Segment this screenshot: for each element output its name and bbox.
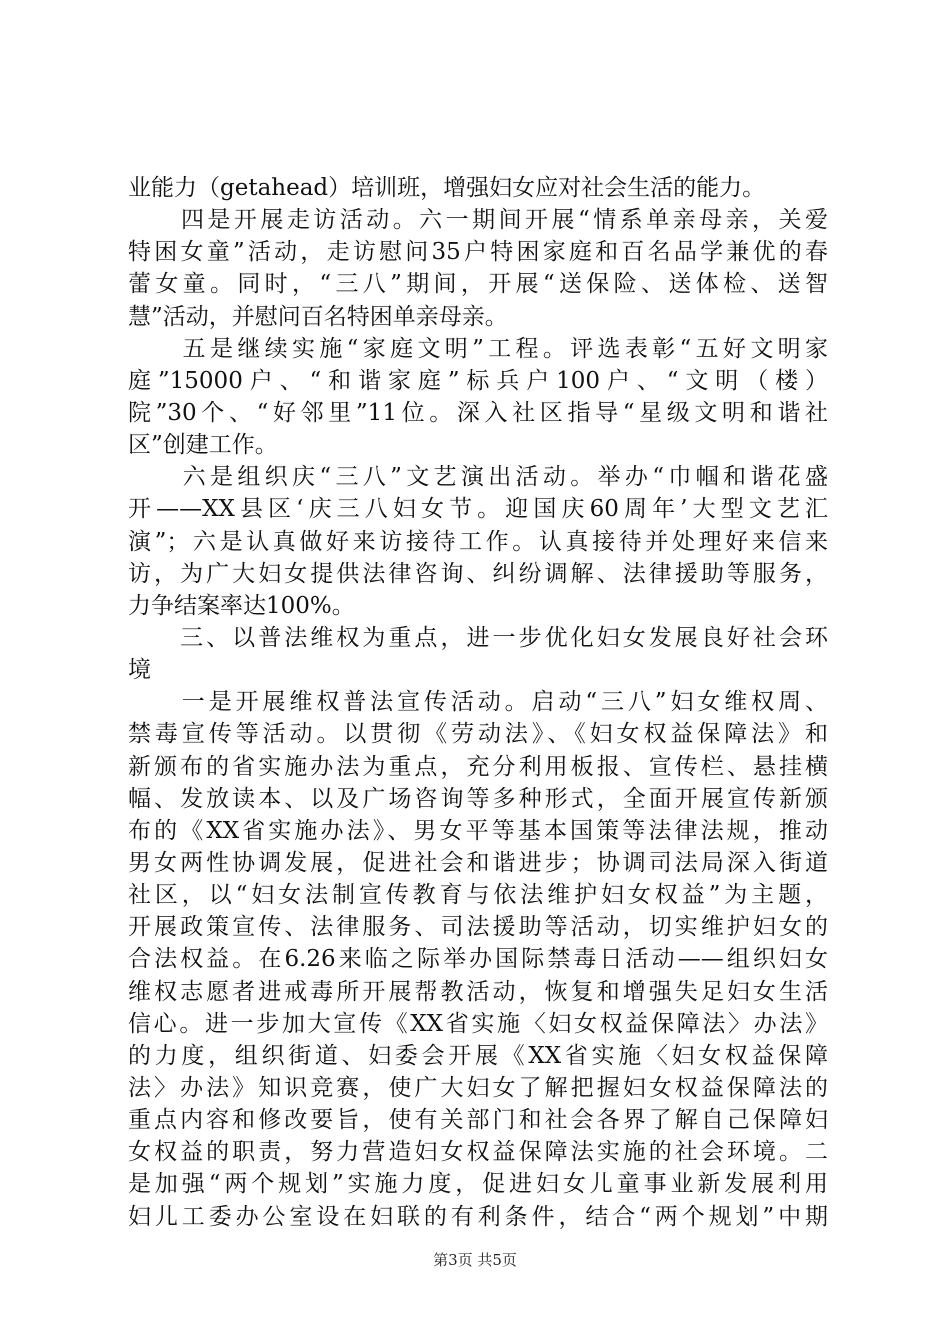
text-line: 访，为广大妇女提供法律咨询、纠纷调解、法律援助等服务， [128, 560, 828, 587]
text-line: 一是开展维权普法宣传活动。启动“三八”妇女维权周、 [128, 689, 828, 716]
page-footer: 第3页 共5页 [433, 1251, 517, 1269]
text-line: 境 [128, 657, 151, 684]
text-line: 五是继续实施“家庭文明”工程。评选表彰“五好文明家 [128, 335, 828, 362]
text-line: 妇儿工委办公室设在妇联的有利条件，结合“两个规划”中期 [128, 1203, 828, 1230]
text-line: 特困女童”活动，走访慰问35户特困家庭和百名品学兼优的春 [128, 239, 828, 266]
text-line: 男女两性协调发展，促进社会和谐进步；协调司法局深入街道 [128, 849, 828, 876]
text-line: 新颁布的省实施办法为重点，充分利用板报、宣传栏、悬挂横 [128, 753, 828, 780]
text-line: 维权志愿者进戒毒所开展帮教活动，恢复和增强失足妇女生活 [128, 978, 828, 1005]
text-line: 社区，以“妇女法制宣传教育与依法维护妇女权益”为主题， [128, 882, 828, 909]
text-line: 业能力（getahead）培训班，增强妇女应对社会生活的能力。 [128, 175, 766, 201]
text-line: 的力度，组织街道、妇委会开展《XX省实施〈妇女权益保障 [128, 1042, 828, 1069]
text-line: 合法权益。在6.26来临之际举办国际禁毒日活动——组织妇女 [128, 946, 828, 973]
text-line: 开展政策宣传、法律服务、司法援助等活动，切实维护妇女的 [128, 914, 828, 941]
text-line: 三、以普法维权为重点，进一步优化妇女发展良好社会环 [128, 624, 828, 651]
text-line: 蕾女童。同时，“三八”期间，开展“送保险、送体检、送智 [128, 271, 828, 298]
text-line: 重点内容和修改要旨，使有关部门和社会各界了解自己保障妇 [128, 1107, 828, 1134]
text-line: 四是开展走访活动。六一期间开展“情系单亲母亲，关爱 [128, 207, 828, 234]
text-line: 慧”活动，并慰问百名特困单亲母亲。 [128, 303, 508, 330]
document-body [128, 172, 828, 1233]
text-line: 庭”15000户、“和谐家庭”标兵户100户、“文明（楼） [128, 367, 828, 394]
text-line: 幅、发放读本、以及广场咨询等多种形式，全面开展宣传新颁 [128, 785, 828, 812]
text-line: 法〉办法》知识竞赛，使广大妇女了解把握妇女权益保障法的 [128, 1074, 828, 1101]
text-line: 演”；六是认真做好来访接待工作。认真接待并处理好来信来 [128, 528, 828, 555]
text-line: 区”创建工作。 [128, 432, 278, 459]
text-line: 信心。进一步加大宣传《XX省实施〈妇女权益保障法〉办法》 [128, 1010, 828, 1037]
text-line: 禁毒宣传等活动。以贯彻《劳动法》、《妇女权益保障法》和 [128, 721, 828, 748]
text-line: 开——XX县区‘庆三八妇女节。迎国庆60周年’大型文艺汇 [128, 496, 828, 523]
text-line: 是加强“两个规划”实施力度，促进妇女儿童事业新发展利用 [128, 1171, 828, 1198]
text-line: 院”30个、“好邻里”11位。深入社区指导“星级文明和谐社 [128, 399, 828, 426]
text-line: 女权益的职责，努力营造妇女权益保障法实施的社会环境。二 [128, 1139, 828, 1166]
text-line: 力争结案率达100%。 [128, 592, 355, 619]
text-line: 六是组织庆“三八”文艺演出活动。举办“巾帼和谐花盛 [128, 464, 828, 491]
text-line: 布的《XX省实施办法》、男女平等基本国策等法律法规，推动 [128, 817, 828, 844]
